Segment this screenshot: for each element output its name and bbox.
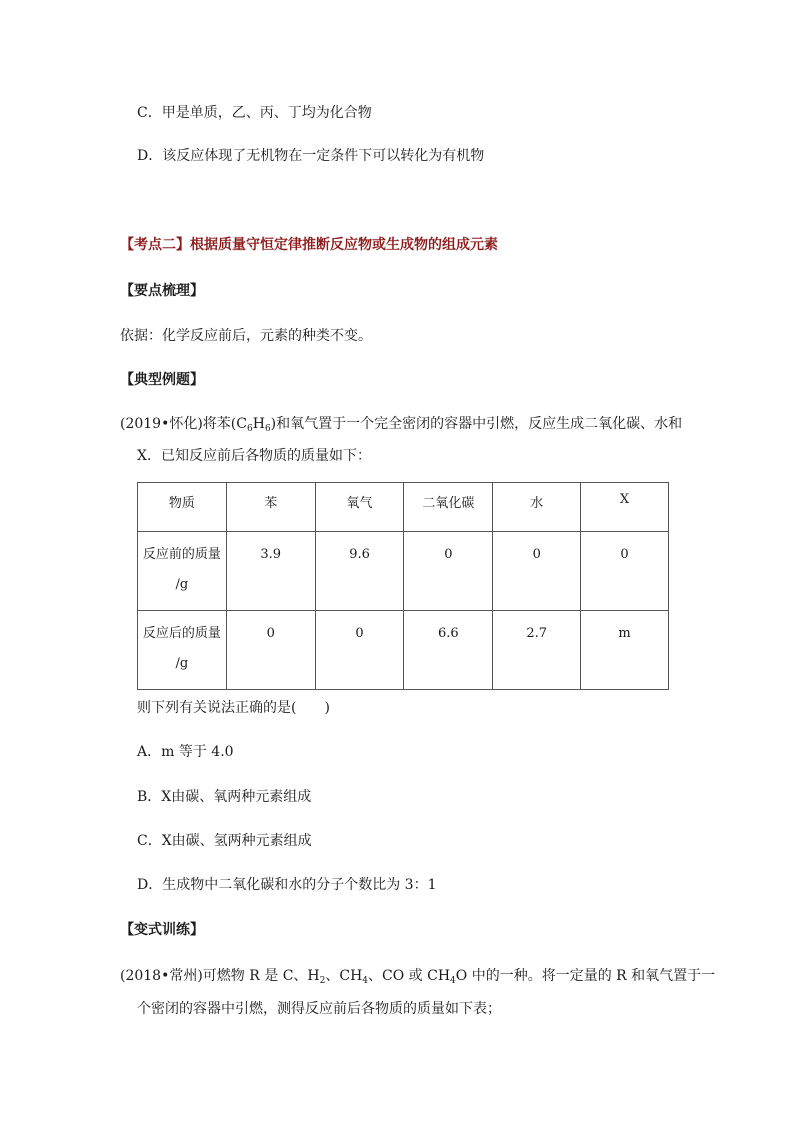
row-label-line1: 反应后的质量 [142,626,221,641]
table-header-cell: X [581,483,669,532]
variant-question-line2: 个密闭的容器中引燃，测得反应前后各物质的质量如下表； [137,1001,501,1017]
question-text-part: )和氧气置于一个完全密闭的容器中引燃，反应生成二氧化碳、水和 [270,416,683,432]
table-cell: 0 [581,532,669,611]
row-label-line2: /g [175,656,189,671]
variant-text-part: 、CH [325,968,363,984]
subscript: 6 [246,424,253,434]
table-header-cell: 二氧化碳 [404,483,493,532]
question-text-part: (2019•怀化)将苯(C [120,416,247,432]
table-header-cell: 苯 [226,483,315,532]
subscript: 4 [362,976,369,986]
table-row-label [138,532,227,611]
table-cell: 3.9 [226,532,315,611]
example-question-line2: X．已知反应前后各物质的质量如下： [137,448,371,464]
table-cell: 0 [315,611,404,690]
option-c: C．X由碳、氢两种元素组成 [137,833,312,849]
subscript: 6 [264,424,271,434]
option-d-previous: D．该反应体现了无机物在一定条件下可以转化为有机物 [137,148,485,164]
table-row [138,611,669,690]
table-cell: 9.6 [315,532,404,611]
option-d: D．生成物中二氧化碳和水的分子个数比为 3：1 [137,877,437,893]
key-points-label: 【要点梳理】 [120,283,204,299]
table-cell: 0 [493,532,581,611]
basis-text: 依据：化学反应前后，元素的种类不变。 [120,328,372,344]
table-header-cell: 氧气 [315,483,404,532]
mass-table [137,482,669,690]
table-cell: 0 [404,532,493,611]
option-c-previous: C．甲是单质，乙、丙、丁均为化合物 [137,105,372,121]
variant-text-part: 、CO 或 CH [368,968,451,984]
table-cell: 0 [226,611,315,690]
table-cell: 2.7 [493,611,581,690]
row-label-line2: /g [175,577,189,592]
variant-text-part: (2018•常州)可燃物 R 是 C、H [120,968,320,984]
question-text-part: H [252,416,265,432]
subscript: 2 [319,976,326,986]
example-question-line1 [120,414,682,434]
table-header-row [138,483,669,532]
table-header-cell: 物质 [138,483,227,532]
option-a: A．m 等于 4.0 [137,744,234,760]
table-cell: 6.6 [404,611,493,690]
table-row [138,532,669,611]
section-heading: 【考点二】根据质量守恒定律推断反应物或生成物的组成元素 [120,237,498,253]
table-cell: m [581,611,669,690]
example-question: 则下列有关说法正确的是( ) [137,700,330,716]
row-label-line1: 反应前的质量 [142,547,221,562]
table-row-label [138,611,227,690]
variant-question-line1 [120,966,715,986]
variant-label: 【变式训练】 [120,922,204,938]
option-b: B．X由碳、氧两种元素组成 [137,789,312,805]
table-header-cell: 水 [493,483,581,532]
subscript: 4 [450,976,456,986]
example-label: 【典型例题】 [120,372,204,388]
variant-text-part: O 中的一种。将一定量的 R 和氧气置于一 [455,968,716,984]
